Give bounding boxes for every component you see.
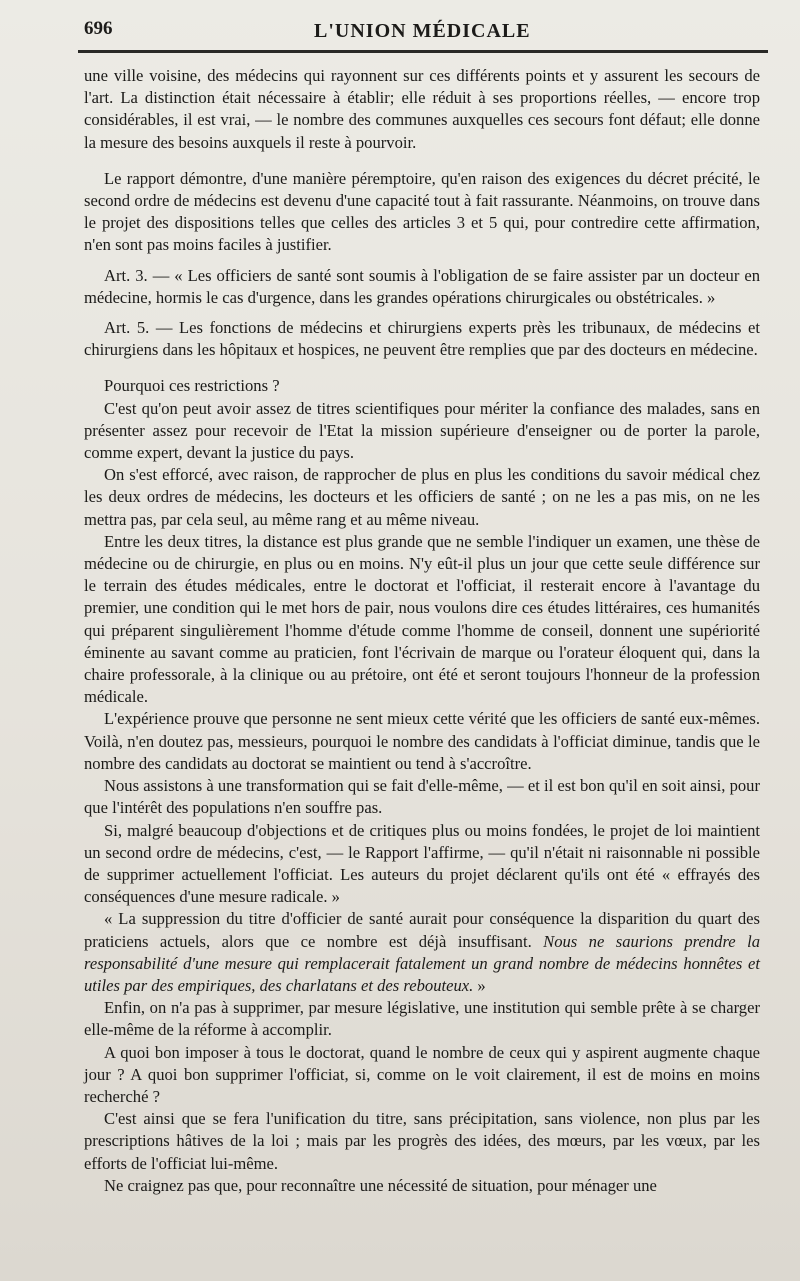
journal-title: L'UNION MÉDICALE [314, 20, 531, 42]
quote-italic-text: Nous ne saurions prendre la responsabilité d'une mesure qui remplacerait fatalement un grand nombre de médecins honnêtes et utiles par des empiriques, des charlatans et des rebouteux. [84, 931, 761, 995]
paragraph-15: C'est ainsi que se fera l'unification du titre, sans précipitation, sans violence, non plus par les prescriptions hâtives de la loi ; mais par les progrès des idées, des mœurs, par les vœux, par les efforts de l'officiat lui-même. [84, 1109, 760, 1173]
page-header [84, 18, 760, 48]
paragraph-1: une ville voisine, des médecins qui rayonnent sur ces différents points et y assurent les secours de l'art. La distinction était nécessaire à établir; elle réduit à ses proportions réelles, — encore trop considérables, il est vrai, — le nombre des communes auxquelles ces secours font défaut; elle donne la mesure des besoins auxquels il reste à pourvoir. [84, 66, 760, 152]
paragraph-9: L'expérience prouve que personne ne sent mieux cette vérité que les officiers de santé eux-mêmes. Voilà, n'en doutez pas, messieurs, pourquoi le nombre des candidats à l'officiat diminue, tandis que le nombre des candidats au doctorat se maintient ou tend à s'accroître. [84, 709, 760, 773]
article-3-quote: Art. 3. — « Les officiers de santé sont soumis à l'obligation de se faire assister par un docteur en médecine, hormis le cas d'urgence, dans les grandes opérations chirurgicales ou obstétricales. » [84, 265, 760, 307]
header-rule [78, 50, 768, 53]
paragraph-2: Le rapport démontre, d'une manière péremptoire, qu'en raison des exigences du décret précité, le second ordre de médecins est devenu d'une capacité tout à fait rassurante. Néanmoins, on trouve dans le projet des dispositions telles que celles des articles 3 et 5 qui, pour contredire cette affirmation, n'en sont pas moins faciles à justifier. [84, 168, 760, 255]
question-paragraph: Pourquoi ces restrictions ? [104, 376, 280, 396]
quote-closing: » [473, 975, 486, 995]
article-5-quote: Art. 5. — Les fonctions de médecins et chirurgiens experts près les tribunaux, de médecins et chirurgiens dans les hôpitaux et hospices, ne peuvent être remplies que par des docteurs en médecine. [84, 318, 760, 360]
paragraph-11: Si, malgré beaucoup d'objections et de critiques plus ou moins fondées, le projet de loi maintient un second ordre de médecins, c'est, — le Rapport l'affirme, — qu'il n'était ni raisonnable ni possible de supprimer actuellement l'officiat. Les auteurs du projet déclarent qu'ils ont été « effrayés des conséquences d'une mesure radicale. » [84, 820, 760, 907]
paragraph-13: Enfin, on n'a pas à supprimer, par mesure législative, une institution qui semble prête à se charger elle-même de la réforme à accomplir. [84, 998, 760, 1040]
paragraph-16: Ne craignez pas que, pour reconnaître une nécessité de situation, pour ménager une [104, 1175, 657, 1195]
paragraph-6: C'est qu'on peut avoir assez de titres scientifiques pour mériter la confiance des malades, sans en présenter assez pour recevoir de l'Etat la mission supérieure d'enseigner ou de porter la parole, comme expert, devant la justice du pays. [84, 398, 760, 463]
paragraph-8: Entre les deux titres, la distance est plus grande que ne semble l'indiquer un examen, une thèse de médecine ou de chirurgie, en plus ou en moins. N'y eût-il plus un jour que cette seule différence sur le terrain des études médicales, entre le doctorat et l'officiat, il resterait encore à l'avantage du premier, une condition qui le met hors de pair, nous voulons dire ces études littéraires, ces humanités qui préparent singulièrement l'homme d'étude comme l'homme de conseil, donnent une supériorité éminente au savant comme au praticien, font l'écrivain de marque ou l'orateur éloquent qui, dans la chaire professorale, à la clinique ou au prétoire, ont été et seront toujours l'honneur de la profession médicale. [84, 531, 760, 707]
body-text [84, 65, 760, 1197]
paragraph-7: On s'est efforcé, avec raison, de rapprocher de plus en plus les conditions du savoir médical chez les deux ordres de médecins, les docteurs et les officiers de santé ; on ne les a pas mis, on ne les mettra pas, par cela seul, au même rang et au même niveau. [84, 465, 760, 529]
paragraph-10: Nous assistons à une transformation qui se fait d'elle-même, — et il est bon qu'il en soit ainsi, pour que l'intérêt des populations n'en souffre pas. [84, 776, 760, 818]
quote-roman-text: « La suppression du titre d'officier de santé aurait pour conséquence la disparition du quart des praticiens actuels, alors que ce nombre est déjà insuffisant. [84, 909, 760, 951]
paragraph-14: A quoi bon imposer à tous le doctorat, quand le nombre de ceux qui y aspirent augmente chaque jour ? A quoi bon supprimer l'officiat, si, comme on le voit clairement, il est de moins en moins recherché ? [84, 1042, 760, 1106]
page-number: 696 [84, 18, 113, 39]
paragraph-12-quote [84, 908, 760, 997]
